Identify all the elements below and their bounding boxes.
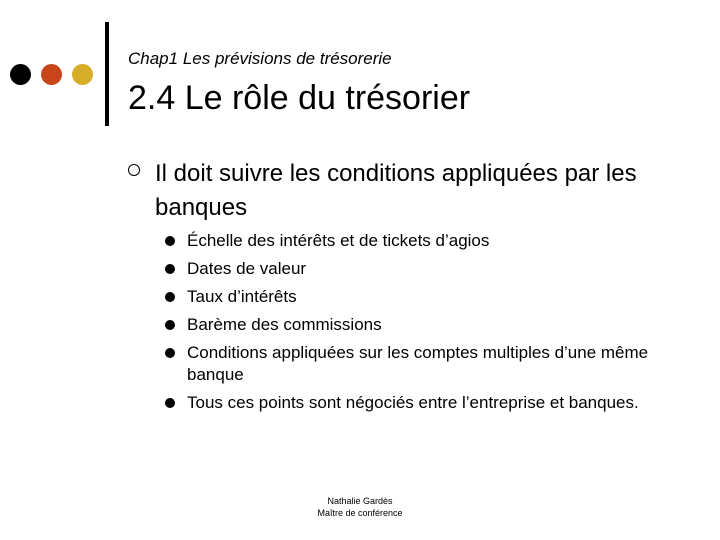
black-dot	[10, 64, 31, 85]
filled-circle-bullet-icon	[165, 264, 175, 274]
list-item-text: Dates de valeur	[187, 259, 307, 278]
list-item	[163, 258, 653, 280]
list-item-text: Barème des commissions	[187, 315, 382, 334]
filled-circle-bullet-icon	[165, 320, 175, 330]
slide-footer	[0, 495, 720, 519]
slide-title: 2.4 Le rôle du trésorier	[128, 79, 471, 117]
main-point-text: Il doit suivre les conditions appliquées par les banques	[155, 160, 637, 221]
filled-circle-bullet-icon	[165, 398, 175, 408]
footer-role: Maître de conférence	[317, 508, 403, 518]
list-item	[163, 342, 653, 386]
filled-circle-bullet-icon	[165, 348, 175, 358]
title-divider	[105, 22, 109, 126]
list-item	[163, 314, 653, 336]
orange-dot	[41, 64, 62, 85]
yellow-dot	[72, 64, 93, 85]
filled-circle-bullet-icon	[165, 292, 175, 302]
chapter-subtitle: Chap1 Les prévisions de trésorerie	[128, 49, 392, 68]
hollow-circle-bullet-icon	[128, 164, 140, 176]
list-item-text: Taux d’intérêts	[187, 287, 297, 306]
decorative-dots	[10, 64, 94, 86]
filled-circle-bullet-icon	[165, 236, 175, 246]
footer-author: Nathalie Gardès	[327, 496, 393, 506]
main-bullet-point	[128, 157, 708, 225]
list-item-text: Échelle des intérêts et de tickets d’agios	[187, 231, 490, 250]
list-item	[163, 392, 653, 414]
list-item	[163, 230, 653, 252]
list-item-text: Tous ces points sont négociés entre l’entreprise et banques.	[187, 393, 639, 412]
list-item-text: Conditions appliquées sur les comptes multiples d’une même banque	[187, 343, 649, 384]
list-item	[163, 286, 653, 308]
sub-point-list	[163, 230, 653, 420]
